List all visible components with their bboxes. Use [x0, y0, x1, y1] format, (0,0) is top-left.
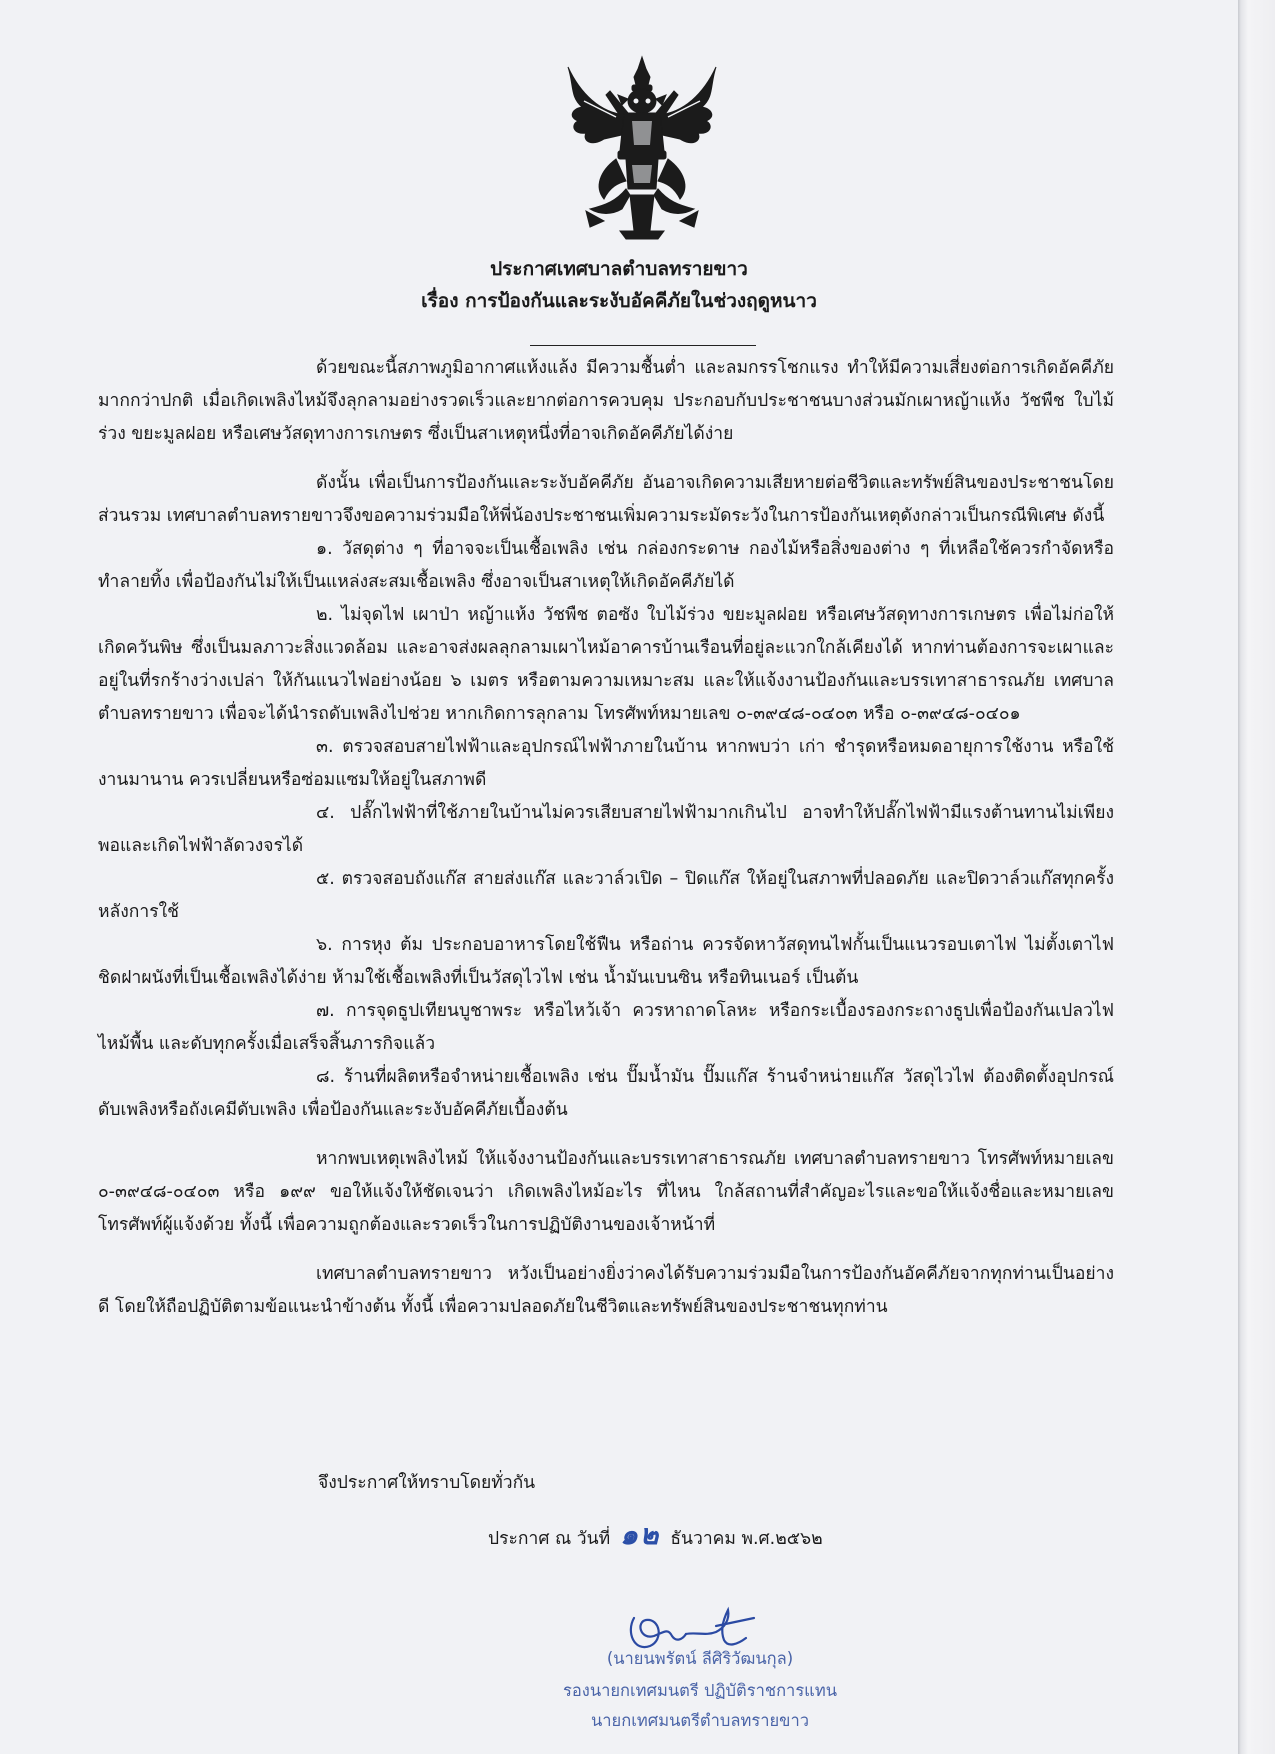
notice-body	[98, 352, 1114, 1324]
date-prefix: ประกาศ ณ วันที่	[488, 1529, 611, 1549]
signatory-position-1: รองนายกเทศมนตรี ปฏิบัติราชการแทน	[563, 1681, 837, 1700]
closing-line: จึงประกาศให้ทราบโดยทั่วกัน	[318, 1473, 536, 1493]
list-item: ๕. ตรวจสอบถังแก๊ส สายส่งแก๊ส และวาล์วเปิด – ปิดแก๊ส ให้อยู่ในสภาพที่ปลอดภัย และปิดวาล์วแก๊สทุกครั้งหลังการใช้	[98, 869, 1114, 922]
list-item: ๔. ปลั๊กไฟฟ้าที่ใช้ภายในบ้านไม่ควรเสียบสายไฟฟ้ามากเกินไป อาจทำให้ปลั๊กไฟฟ้ามีแรงต้านทานไม่เพียงพอและเกิดไฟฟ้าลัดวงจรได้	[98, 803, 1114, 856]
date-day: ๑๒	[620, 1518, 661, 1551]
list-item: ๗. การจุดธูปเทียนบูชาพระ หรือไหว้เจ้า ควรหาถาดโลหะ หรือกระเบื้องรองกระถางธูปเพื่อป้องกันเปลวไฟไหม้พื้น และดับทุกครั้งเมื่อเสร็จสิ้นภารกิจแล้ว	[98, 1001, 1114, 1054]
list-item: ๒. ไม่จุดไฟ เผาป่า หญ้าแห้ง วัชพืช ตอซัง ใบไม้ร่วง ขยะมูลฝอย หรือเศษวัสดุทางการเกษตร เพื่อไม่ก่อให้เกิดควันพิษ ซึ่งเป็นมลภาวะสิ่งแวดล้อม และอาจส่งผลลุกลามเผาไหม้อาคารบ้านเรือนที่อยู่ละแวกใกล้เคียงได้ หากท่านต้องการจะเผาและอยู่ในที่รกร้างว่างเปล่า ให้กันแนวไฟอย่างน้อย ๖ เมตร หรือตามความเหมาะสม และให้แจ้งงานป้องกันและบรรเทาสาธารณภัย เทศบาลตำบลทรายขาว เพื่อจะได้นำรถดับเพลิงไปช่วย หากเกิดการลุกลาม โทรศัพท์หมายเลข ๐-๓๙๔๘-๐๔๐๓ หรือ ๐-๓๙๔๘-๐๔๐๑	[98, 605, 1114, 724]
date-month-year: ธันวาคม พ.ศ.๒๕๖๒	[670, 1529, 823, 1549]
report-paragraph: หากพบเหตุเพลิงไหม้ ให้แจ้งงานป้องกันและบรรเทาสาธารณภัย เทศบาลตำบลทรายขาว โทรศัพท์หมายเลข ๐-๓๙๔๘-๐๔๐๓ หรือ ๑๙๙ ขอให้แจ้งให้ชัดเจนว่า เกิดเพลิงไหม้อะไร ที่ไหน ใกล้สถานที่สำคัญอะไรและขอให้แจ้งชื่อและหมายเลขโทรศัพท์ผู้แจ้งด้วย ทั้งนี้ เพื่อความถูกต้องและรวดเร็วในการปฏิบัติงานของเจ้าหน้าที่	[98, 1149, 1114, 1235]
list-item: ๑. วัสดุต่าง ๆ ที่อาจจะเป็นเชื้อเพลิง เช่น กล่องกระดาษ กองไม้หรือสิ่งของต่าง ๆ ที่เหลือใช้ควรกำจัดหรือทำลายทิ้ง เพื่อป้องกันไม่ให้เป็นแหล่งสะสมเชื้อเพลิง ซึ่งอาจเป็นสาเหตุให้เกิดอัคคีภัยได้	[98, 539, 1114, 592]
list-item: ๖. การหุง ต้ม ประกอบอาหารโดยใช้ฟืน หรือถ่าน ควรจัดหาวัสดุทนไฟกั้นเป็นแนวรอบเตาไฟ ไม่ตั้งเตาไฟชิดฝาผนังที่เป็นเชื้อเพลิงได้ง่าย ห้ามใช้เชื้อเพลิงที่เป็นวัสดุไวไฟ เช่น น้ำมันเบนซิน หรือทินเนอร์ เป็นต้น	[98, 935, 1114, 988]
signatory-position-2: นายกเทศมนตรีตำบลทรายขาว	[591, 1711, 809, 1730]
signatory-name: (นายนพรัตน์ ลีศิริวัฒนกุล)	[606, 1649, 794, 1668]
document-title: ประกาศเทศบาลตำบลทรายขาว	[490, 258, 748, 280]
title-divider	[530, 345, 756, 346]
announcement-date	[488, 1520, 823, 1554]
request-paragraph: ดังนั้น เพื่อเป็นการป้องกันและระงับอัคคีภัย อันอาจเกิดความเสียหายต่อชีวิตและทรัพย์สินของประชาชนโดยส่วนรวม เทศบาลตำบลทรายขาวจึงขอความร่วมมือให้พี่น้องประชาชนเพิ่มความระมัดระวังในการป้องกันเหตุดังกล่าวเป็นกรณีพิเศษ ดังนี้	[98, 473, 1114, 526]
scan-edge	[1238, 0, 1275, 1754]
document-subject: เรื่อง การป้องกันและระงับอัคคีภัยในช่วงฤดูหนาว	[421, 290, 817, 312]
list-item: ๓. ตรวจสอบสายไฟฟ้าและอุปกรณ์ไฟฟ้าภายในบ้าน หากพบว่า เก่า ชำรุดหรือหมดอายุการใช้งาน หรือใช้งานมานาน ควรเปลี่ยนหรือซ่อมแซมให้อยู่ในสภาพดี	[98, 737, 1114, 790]
hope-paragraph: เทศบาลตำบลทรายขาว หวังเป็นอย่างยิ่งว่าคงได้รับความร่วมมือในการป้องกันอัคคีภัยจากทุกท่านเป็นอย่างดี โดยให้ถือปฏิบัติตามข้อแนะนำข้างต้น ทั้งนี้ เพื่อความปลอดภัยในชีวิตและทรัพย์สินของประชาชนทุกท่าน	[98, 1264, 1114, 1317]
intro-paragraph: ด้วยขณะนี้สภาพภูมิอากาศแห้งแล้ง มีความชื้นต่ำ และลมกรรโชกแรง ทำให้มีความเสี่ยงต่อการเกิดอัคคีภัยมากกว่าปกติ เมื่อเกิดเพลิงไหม้จึงลุกลามอย่างรวดเร็วและยากต่อการควบคุม ประกอบกับประชาชนบางส่วนมักเผาหญ้าแห้ง วัชพืช ใบไม้ร่วง ขยะมูลฝอย หรือเศษวัสดุทางการเกษตร ซึ่งเป็นสาเหตุหนึ่งที่อาจเกิดอัคคีภัยได้ง่าย	[98, 358, 1114, 444]
list-item: ๘. ร้านที่ผลิตหรือจำหน่ายเชื้อเพลิง เช่น ปั๊มน้ำมัน ปั๊มแก๊ส ร้านจำหน่ายแก๊ส วัสดุไวไฟ ต้องติดตั้งอุปกรณ์ดับเพลิงหรือถังเคมีดับเพลิง เพื่อป้องกันและระงับอัคคีภัยเบื้องต้น	[98, 1067, 1114, 1120]
garuda-emblem-icon	[560, 55, 725, 240]
